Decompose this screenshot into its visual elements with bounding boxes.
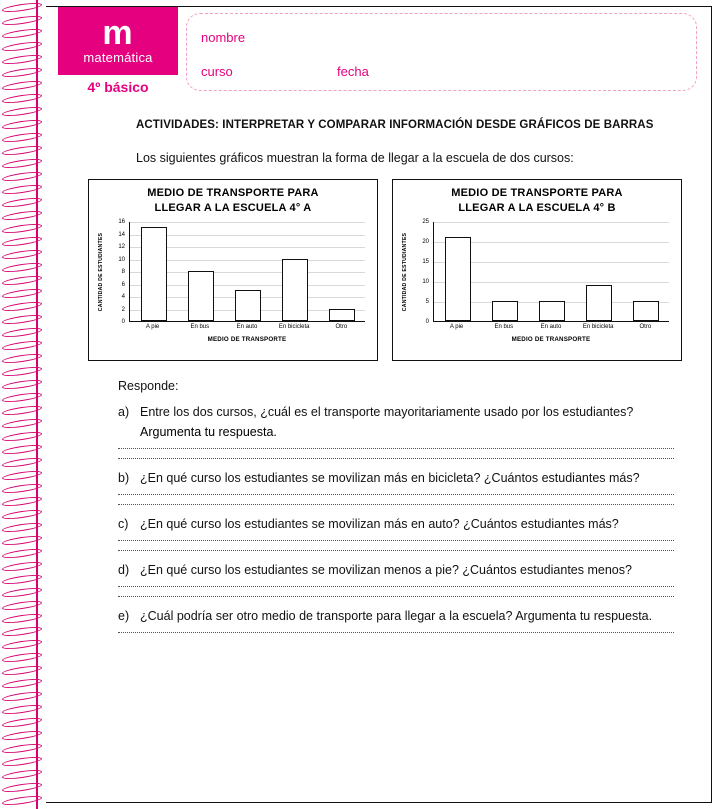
x-tick: En bus <box>494 324 514 330</box>
x-axis-ticks-4a <box>129 324 365 330</box>
y-axis-ticks-4b <box>411 219 431 325</box>
brand-logo <box>58 7 178 75</box>
chart-title-4b-line2: LLEGAR A LA ESCUELA 4° B <box>458 202 616 214</box>
x-tick: Otro <box>335 324 348 330</box>
y-tick: 2 <box>121 306 125 313</box>
bars-4b <box>434 222 669 321</box>
y-tick: 14 <box>118 231 125 238</box>
question-text: ¿En qué curso los estudiantes se movilizan más en auto? ¿Cuántos estudiantes más? <box>140 517 619 531</box>
x-axis-label-4a: MEDIO DE TRANSPORTE <box>207 336 287 343</box>
question-text: Entre los dos cursos, ¿cuál es el transporte mayoritariamente usado por los estudiantes? <box>140 405 634 419</box>
y-tick: 0 <box>121 319 125 325</box>
x-tick: En auto <box>236 324 258 330</box>
y-tick: 0 <box>425 319 429 325</box>
y-axis-ticks-4a <box>107 219 127 325</box>
question-text: ¿En qué curso los estudiantes se movilizan más en bicicleta? ¿Cuántos estudiantes más? <box>140 471 640 485</box>
answer-line[interactable] <box>118 494 674 495</box>
question-text: ¿Cuál podría ser otro medio de transporte para llegar a la escuela? Argumenta tu respuesta. <box>140 609 653 623</box>
y-tick: 16 <box>118 219 125 225</box>
bar-4 <box>633 301 659 321</box>
bar-0 <box>141 227 167 321</box>
plot-area-4a <box>95 219 371 350</box>
chart-title-4b <box>399 186 675 216</box>
fecha-field-label[interactable]: fecha <box>337 64 369 79</box>
answer-line[interactable] <box>118 550 674 551</box>
bars-4a <box>130 222 365 321</box>
x-tick: A pie <box>145 324 160 330</box>
y-tick: 4 <box>121 294 125 300</box>
worksheet-page <box>46 6 712 803</box>
brand-logo-word: matemática <box>83 49 153 65</box>
charts-container <box>88 179 695 361</box>
chart-title-4b-line1: MEDIO DE TRANSPORTE PARA <box>451 187 623 199</box>
answer-line[interactable] <box>118 458 674 459</box>
x-tick: En bicicleta <box>278 324 310 330</box>
activity-title: ACTIVIDADES: INTERPRETAR Y COMPARAR INFORMACIÓN DESDE GRÁFICOS DE BARRAS <box>136 119 654 131</box>
y-tick: 20 <box>422 239 429 245</box>
y-tick: 15 <box>422 259 429 265</box>
worksheet-header <box>46 7 711 103</box>
nombre-field-label[interactable]: nombre <box>201 30 246 45</box>
bar-3 <box>586 285 612 321</box>
plot-4b <box>433 222 669 322</box>
answer-line[interactable] <box>118 448 674 449</box>
question-d <box>118 563 695 577</box>
x-tick: En auto <box>540 324 562 330</box>
question-text: ¿En qué curso los estudiantes se movilizan menos a pie? ¿Cuántos estudiantes menos? <box>140 563 632 577</box>
answer-line[interactable] <box>118 540 674 541</box>
chart-card-4b <box>392 179 682 361</box>
intro-text: Los siguientes gráficos muestran la forma de llegar a la escuela de dos cursos: <box>136 151 574 165</box>
plot-4a <box>129 222 365 322</box>
x-axis-label-4b: MEDIO DE TRANSPORTE <box>511 336 591 343</box>
question-e <box>118 609 695 623</box>
y-tick: 6 <box>121 281 125 288</box>
bar-1 <box>492 301 518 321</box>
question-marker: c) <box>118 517 129 531</box>
spiral-binding <box>0 0 46 809</box>
answer-line[interactable] <box>118 632 674 633</box>
y-tick: 10 <box>422 279 429 285</box>
x-tick: Otro <box>639 324 652 330</box>
x-tick: En bus <box>190 324 210 330</box>
y-tick: 5 <box>425 299 429 305</box>
y-axis-label-4a: CANTIDAD DE ESTUDIANTES <box>98 232 105 312</box>
question-marker: b) <box>118 471 130 485</box>
chart-title-4a-line2: LLEGAR A LA ESCUELA 4° A <box>154 202 312 214</box>
x-axis-ticks-4b <box>433 324 669 330</box>
x-tick: En bicicleta <box>582 324 614 330</box>
y-tick: 25 <box>422 219 429 225</box>
questions-list <box>62 405 695 633</box>
answer-line[interactable] <box>118 596 674 597</box>
bar-2 <box>539 301 565 321</box>
bar-1 <box>188 271 214 321</box>
question-marker: d) <box>118 563 130 577</box>
question-extra: Argumenta tu respuesta. <box>140 425 277 439</box>
plot-area-4b <box>399 219 675 350</box>
question-marker: e) <box>118 609 130 623</box>
curso-field-label[interactable]: curso <box>201 64 233 79</box>
question-marker: a) <box>118 405 130 419</box>
chart-title-4a-line1: MEDIO DE TRANSPORTE PARA <box>147 187 319 199</box>
answer-line[interactable] <box>118 586 674 587</box>
y-tick: 12 <box>118 244 125 250</box>
brand-logo-letter: m <box>102 13 134 52</box>
chart-title-4a <box>95 186 371 216</box>
y-tick: 8 <box>121 269 125 275</box>
answer-line[interactable] <box>118 504 674 505</box>
student-info-box <box>186 13 697 91</box>
y-tick: 10 <box>118 256 125 263</box>
grade-label: 4º básico <box>87 79 149 95</box>
y-axis-label-4b: CANTIDAD DE ESTUDIANTES <box>402 232 409 312</box>
responde-label: Responde: <box>118 379 179 393</box>
bar-3 <box>282 259 308 322</box>
question-a <box>118 405 695 419</box>
question-b <box>118 471 695 485</box>
question-c <box>118 517 695 531</box>
bar-2 <box>235 290 261 321</box>
worksheet-content <box>46 119 711 633</box>
bar-4 <box>329 309 355 322</box>
chart-card-4a <box>88 179 378 361</box>
bar-0 <box>445 237 471 321</box>
x-tick: A pie <box>449 324 464 330</box>
